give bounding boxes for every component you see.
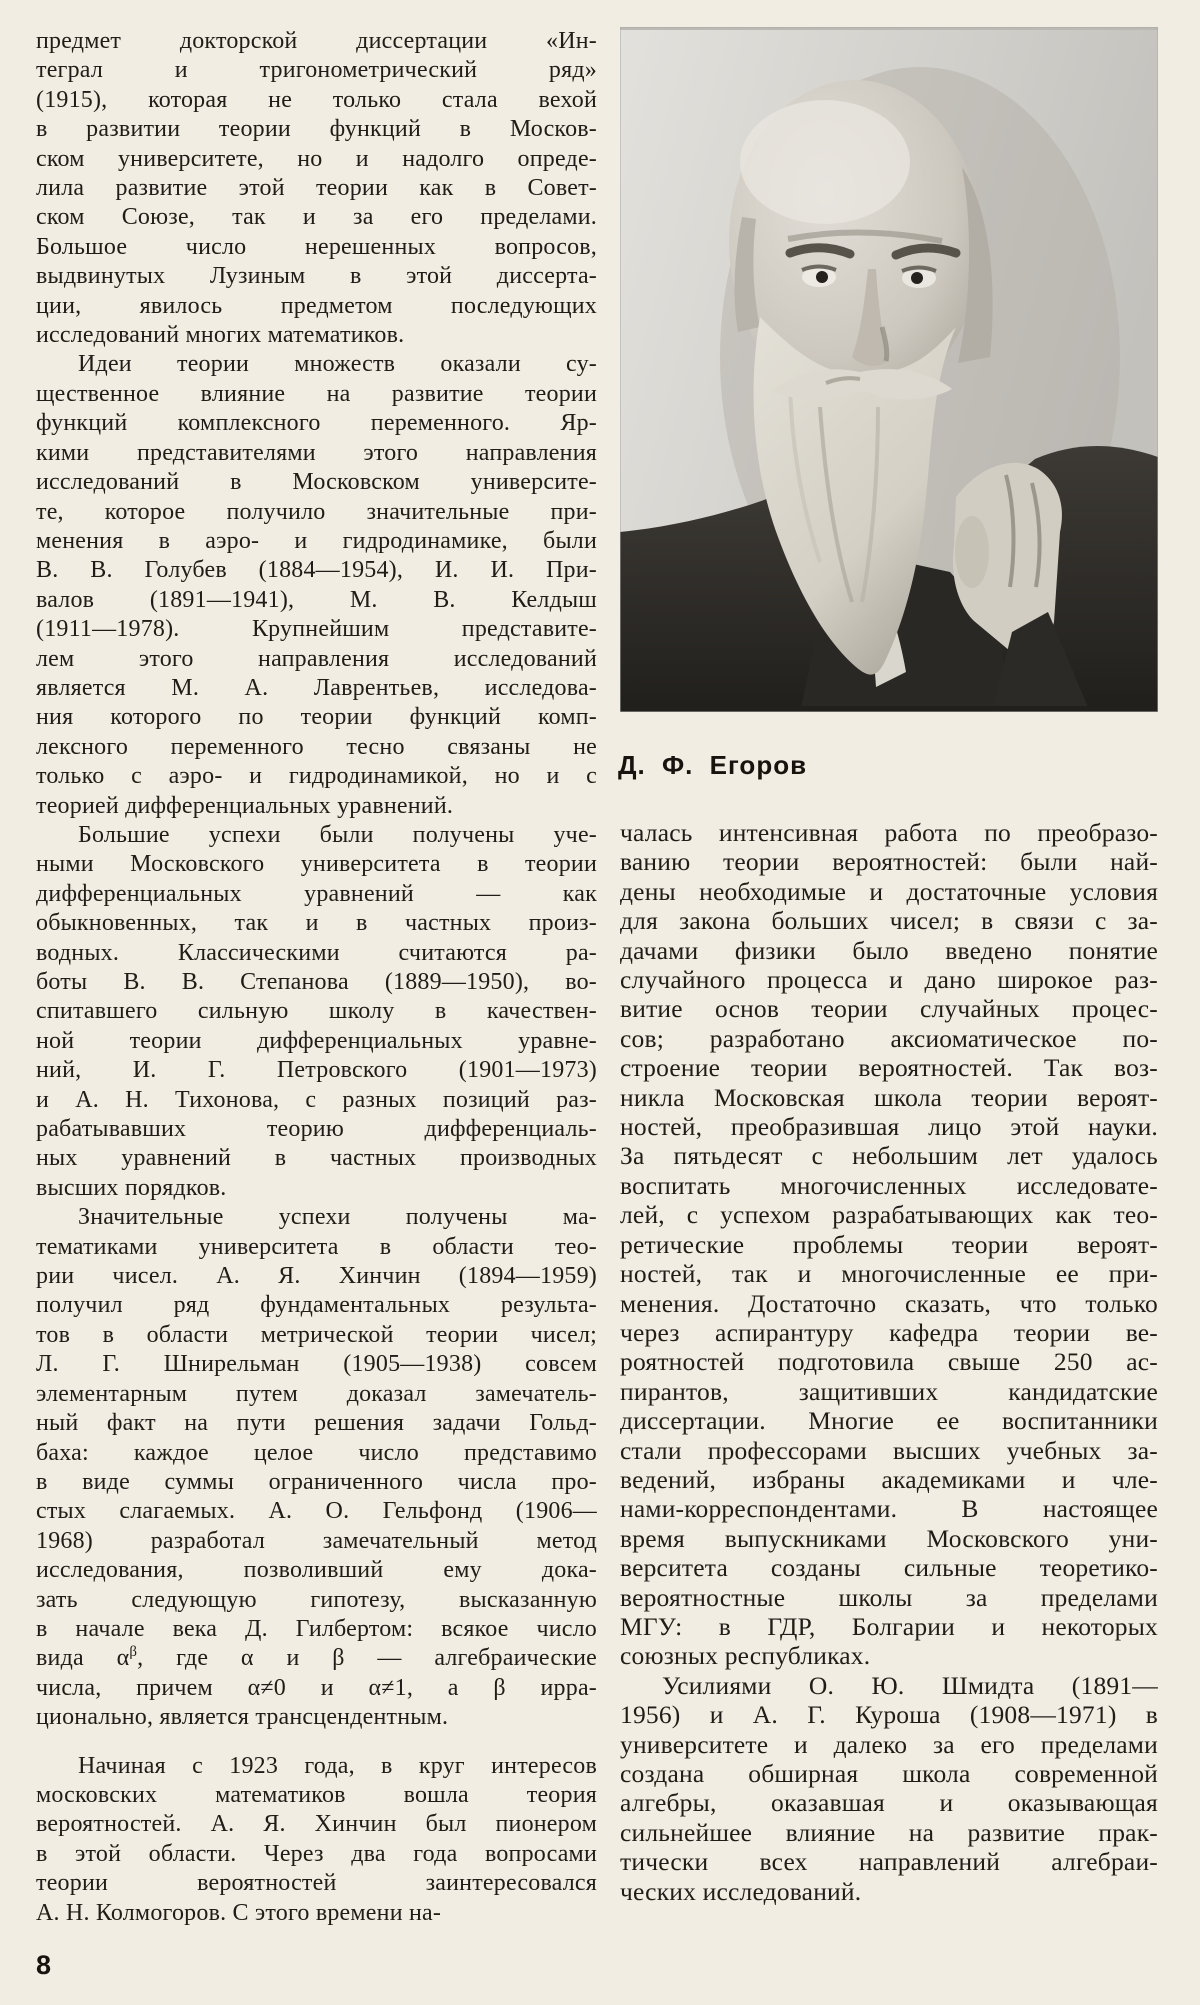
text-line: МГУ: в ГДР, Болгарии и некоторых: [620, 1611, 1158, 1641]
right-text-column: [620, 818, 1158, 1906]
paragraph: [36, 1752, 597, 1928]
text-line: ностей, так и многочисленные ее при-: [620, 1259, 1158, 1289]
text-line: валов (1891—1941), М. В. Келдыш: [36, 586, 597, 613]
text-line: московских математиков вошла теория: [36, 1781, 597, 1808]
text-line: тематиками университета в области тео-: [36, 1233, 597, 1260]
text-line: Большие успехи были получены уче-: [78, 821, 597, 848]
text-line: создана обширная школа современной: [620, 1759, 1158, 1788]
text-line: в развитии теории функций в Москов-: [36, 116, 597, 143]
paragraph: [36, 27, 597, 350]
paragraph: [36, 1203, 597, 1732]
text-line: лексного переменного тесно связаны не: [36, 733, 597, 760]
text-line: лем этого направления исследований: [36, 645, 597, 672]
text-line: числа, причем α≠0 и α≠1, а β ирра-: [36, 1674, 597, 1701]
text-line: диссертации. Многие ее воспитанники: [620, 1406, 1158, 1436]
text-line: вероятностные школы за пределами: [620, 1582, 1158, 1612]
text-line: рабатывавших теорию дифференциаль-: [36, 1116, 597, 1143]
text-line: функций комплексного переменного. Яр-: [36, 410, 597, 437]
text-line: водных. Классическими считаются ра-: [36, 939, 597, 966]
text-line: ния которого по теории функций комп-: [36, 704, 597, 731]
text-line: ческих исследований.: [620, 1876, 862, 1906]
text-line: время выпускниками Московского уни-: [620, 1523, 1158, 1553]
paragraph: [620, 1671, 1158, 1906]
text-line: вероятностей. А. Я. Хинчин был пионером: [36, 1811, 597, 1838]
text-line: предмет докторской диссертации «Ин-: [36, 28, 597, 54]
text-line: воспитать многочисленных исследовате-: [620, 1170, 1158, 1200]
text-line: Л. Г. Шнирельман (1905—1938) совсем: [36, 1351, 597, 1378]
text-line: в начале века Д. Гилбертом: всякое число: [36, 1615, 597, 1642]
text-line: сов; разработано аксиоматическое по-: [620, 1023, 1158, 1053]
text-line: ванию теории вероятностей: были най-: [620, 847, 1158, 877]
text-line: исследований в Московском университе-: [36, 469, 597, 496]
text-line: через аспирантуру кафедра теории ве-: [620, 1317, 1158, 1347]
text-line: вида $\alpha^\beta$, где α и β — алгебраические: [36, 1644, 597, 1672]
text-line: и А. Н. Тихонова, с разных позиций раз-: [36, 1086, 597, 1113]
text-line: менения. Достаточно сказать, что только: [620, 1288, 1158, 1318]
text-line: строение теории вероятностей. Так воз-: [620, 1053, 1158, 1083]
photo-bottom-edge: [620, 706, 1158, 712]
text-line: А. Н. Колмогоров. С этого времени на-: [36, 1899, 442, 1926]
text-line: 1968) разработал замечательный метод: [36, 1527, 597, 1554]
text-line: За пятьдесят с небольшим лет удалось: [620, 1141, 1158, 1171]
text-line: в этой области. Через два года вопросами: [36, 1840, 597, 1867]
text-line: исследования, позволивший ему дока-: [36, 1557, 597, 1584]
text-line: 1956) и А. Г. Куроша (1908—1971) в: [620, 1700, 1158, 1730]
text-line: для закона больших чисел; в связи с за-: [620, 906, 1158, 936]
right-pupil: [911, 272, 923, 284]
page-number: 8: [36, 1950, 52, 1980]
text-line: дены необходимые и достаточные условия: [620, 876, 1158, 906]
photo-caption: Д. Ф. Егоров: [618, 750, 808, 780]
text-line: тически всех направлений алгебраи-: [620, 1847, 1158, 1877]
text-line: ний, И. Г. Петровского (1901—1973): [36, 1057, 597, 1084]
paragraph: [36, 350, 597, 821]
text-line: Усилиями О. Ю. Шмидта (1891—: [662, 1670, 1158, 1700]
text-line: высших порядков.: [36, 1174, 227, 1201]
text-line: дифференциальных уравнений — как: [36, 880, 597, 907]
text-line: является М. А. Лаврентьев, исследова-: [36, 674, 597, 701]
text-line: спитавшего сильную школу в качествен-: [36, 998, 597, 1025]
text-line: Значительные успехи получены ма-: [78, 1204, 597, 1231]
text-line: рии чисел. А. Я. Хинчин (1894—1959): [36, 1263, 597, 1290]
text-line: ный факт на пути решения задачи Гольд-: [36, 1410, 597, 1437]
text-line: лила развитие этой теории как в Совет-: [36, 175, 597, 202]
text-line: никла Московская школа теории вероят-: [620, 1082, 1158, 1112]
text-line: ционально, является трансцендентным.: [36, 1704, 449, 1731]
text-line: нами-корреспондентами. В настоящее: [620, 1494, 1158, 1524]
text-line: только с аэро- и гидродинамикой, но и с: [36, 763, 597, 790]
text-line: витие основ теории случайных процес-: [620, 994, 1158, 1024]
text-line: теории вероятностей заинтересовался: [36, 1870, 597, 1897]
text-line: кими представителями этого направления: [36, 439, 597, 466]
text-line: стых слагаемых. А. О. Гельфонд (1906—: [36, 1498, 597, 1525]
text-line: ском университете, но и надолго опреде-: [36, 145, 597, 172]
text-line: В. В. Голубев (1884—1954), И. И. При-: [36, 557, 597, 584]
text-line: зать следующую гипотезу, высказанную: [36, 1586, 597, 1613]
text-line: роятностей подготовила свыше 250 ас-: [620, 1347, 1158, 1377]
text-line: щественное влияние на развитие теории: [36, 380, 597, 407]
text-line: в виде суммы ограниченного числа про-: [36, 1468, 597, 1495]
text-line: ведений, избраны академиками и чле-: [620, 1464, 1158, 1494]
text-line: ностей, преобразившая лицо этой науки.: [620, 1112, 1158, 1142]
text-line: ных уравнений в частных производных: [36, 1145, 597, 1172]
text-line: выдвинутых Лузиным в этой диссерта-: [36, 263, 597, 290]
text-line: получил ряд фундаментальных результа-: [36, 1292, 597, 1319]
text-line: алгебры, оказавшая и оказывающая: [620, 1788, 1158, 1818]
paragraph: [620, 818, 1158, 1671]
thumb: [955, 516, 989, 588]
text-line: случайного процесса и дано широкое раз-: [620, 965, 1158, 995]
text-line: союзных республиках.: [620, 1641, 871, 1671]
text-line: теграл и тригонометрический ряд»: [36, 57, 597, 84]
text-line: ции, явилось предметом последующих: [36, 292, 597, 319]
text-line: Начиная с 1923 года, в круг интересов: [78, 1752, 597, 1779]
text-line: элементарным путем доказал замечатель-: [36, 1380, 597, 1407]
text-line: Большое число нерешенных вопросов,: [36, 233, 597, 260]
text-line: ными Московского университета в теории: [36, 851, 597, 878]
text-line: ретические проблемы теории вероят-: [620, 1229, 1158, 1259]
text-line: теорией дифференциальных уравнений.: [36, 792, 454, 819]
left-text-column: [36, 27, 597, 1928]
text-line: лей, с успехом разрабатывающих как тео-: [620, 1200, 1158, 1230]
text-line: обыкновенных, так и в частных произ-: [36, 910, 597, 937]
portrait-illustration: [620, 27, 1158, 712]
text-line: тов в области метрической теории чисел;: [36, 1321, 597, 1348]
text-line: баха: каждое целое число представимо: [36, 1439, 597, 1466]
text-line: те, которое получило значительные при-: [36, 498, 597, 525]
text-line: стали профессорами высших учебных за-: [620, 1435, 1158, 1465]
text-line: пирантов, защитивших кандидатские: [620, 1376, 1158, 1406]
text-line: (1915), которая не только стала вехой: [36, 86, 597, 113]
text-line: дачами физики было введено понятие: [620, 935, 1158, 965]
forehead-highlight: [740, 100, 910, 224]
paragraph: [36, 821, 597, 1203]
text-line: Идеи теории множеств оказали су-: [78, 351, 597, 378]
text-line: сильнейшее влияние на развитие прак-: [620, 1817, 1158, 1847]
egorov-photo: [620, 27, 1158, 712]
text-line: чалась интенсивная работа по преобразо-: [620, 818, 1158, 847]
text-line: верситета созданы сильные теоретико-: [620, 1553, 1158, 1583]
text-line: университете и далеко за его пределами: [620, 1729, 1158, 1759]
left-pupil: [816, 271, 828, 283]
text-line: ском Союзе, так и за его пределами.: [36, 204, 597, 231]
text-line: боты В. В. Степанова (1889—1950), во-: [36, 969, 597, 995]
text-line: исследований многих математиков.: [36, 322, 405, 349]
text-line: ной теории дифференциальных уравне-: [36, 1027, 597, 1054]
text-line: менения в аэро- и гидродинамике, были: [36, 527, 597, 554]
text-line: (1911—1978). Крупнейшим представите-: [36, 616, 597, 643]
